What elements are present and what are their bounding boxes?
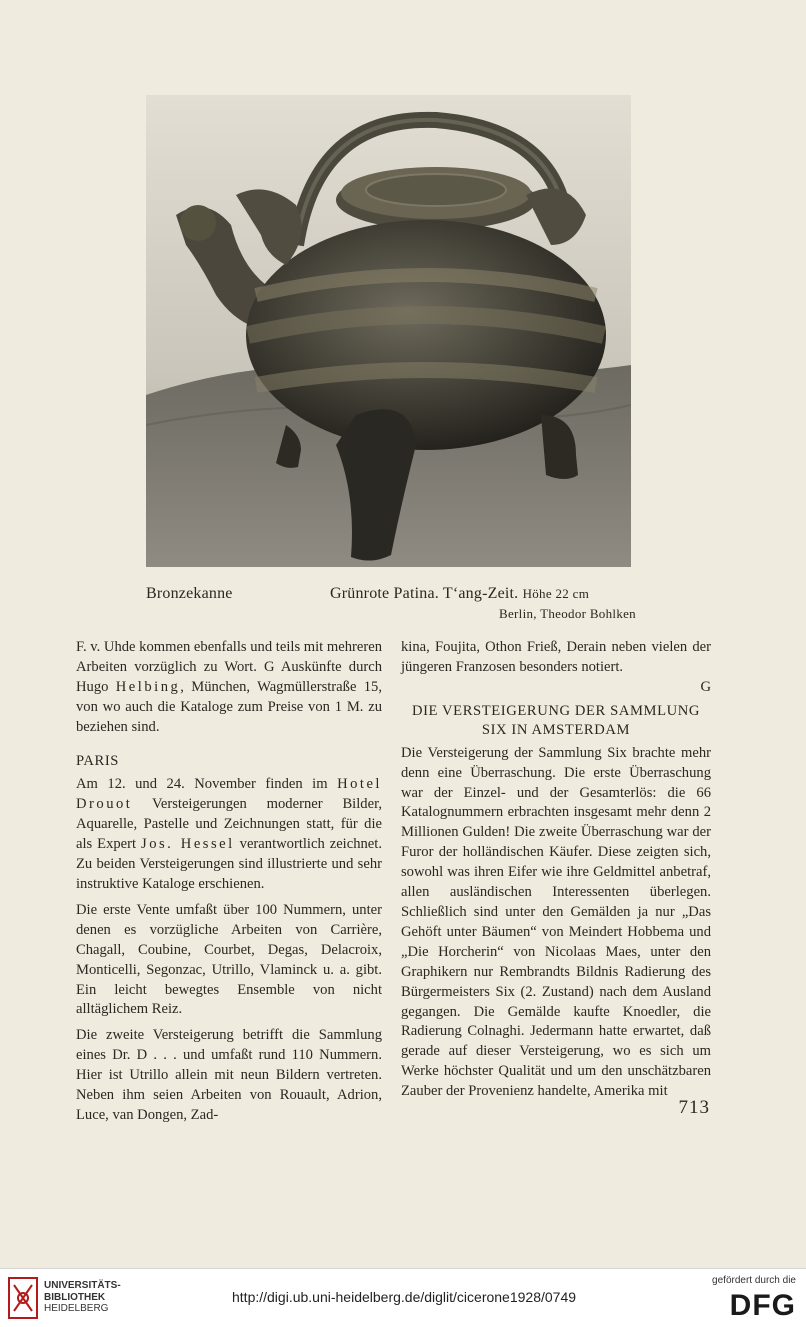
- paragraph: [76, 638, 382, 738]
- text-run-spaced: Helbing: [115, 678, 181, 695]
- signature: G: [700, 678, 711, 695]
- paragraph: Die erste Vente umfaßt über 100 Nummern, unter denen es vorzügliche Arbeiten von Carrière, Chagall, Coubine, Courbet, Degas, Delacroix, Monticelli, Segonzac, Utrillo, Vlaminck u. a. gibt. Ein leicht bewegtes Ensemble von nicht alltäglichem Reiz.: [76, 901, 382, 1018]
- funding-label: gefördert durch die: [712, 1275, 796, 1286]
- caption-main: Grünrote Patina. T‘ang-Zeit.: [330, 585, 519, 602]
- university-seal-icon: [8, 1277, 38, 1319]
- right-column: [401, 638, 711, 1102]
- section-heading-line1: DIE VERSTEIGERUNG DER SAMMLUNG: [411, 702, 701, 719]
- text-run-spaced: Hotel Drouot: [76, 776, 382, 813]
- caption-size: Höhe 22 cm: [522, 586, 590, 601]
- paragraph: kina, Foujita, Othon Frieß, Derain neben vielen der jüngeren Franzosen besonders notiert.: [401, 639, 711, 675]
- caption-description: [330, 585, 589, 603]
- page-number: 713: [678, 1097, 710, 1118]
- text-run: Versteigerungen moderner Bilder, Aquarelle, Pastelle und Zeichnungen statt, für die als Expert: [76, 796, 382, 853]
- paragraph: Die zweite Versteigerung betrifft die Sammlung eines Dr. D . . . und umfaßt rund 110 Nummern. Hier ist Utrillo allein mit neun Bildern vertreten. Neben ihm seien Arbeiten von Rouault, Adrion, Luce, van Dongen, Zad-: [76, 1027, 382, 1123]
- bronze-jug-photo: [146, 95, 631, 567]
- text-run: verantwortlich zeichnet. Zu beiden Versteigerungen sind illustrierte und sehr instruktive Kataloge erschienen.: [76, 836, 382, 892]
- text-run-spaced: Jos. Hessel: [141, 836, 235, 853]
- section-heading-paris: PARIS: [76, 752, 120, 769]
- caption-title: Bronzekanne: [146, 585, 233, 602]
- text-run: Am 12. und 24. November finden im: [76, 776, 338, 793]
- library-name-line: HEIDELBERG: [44, 1303, 109, 1314]
- caption-owner: Berlin, Theodor Bohlken: [498, 606, 636, 621]
- paragraph: [76, 775, 382, 894]
- text-run: F. v. Uhde kommen ebenfalls und teils mit mehreren Arbeiten vorzüglich zu Wort. G Auskünfte durch Hugo: [76, 639, 382, 695]
- text-run: , München, Wagmüllerstraße 15, von wo auch die Kataloge zum Preise von 1 M. zu beziehen sind.: [76, 678, 382, 735]
- library-name: [44, 1280, 121, 1315]
- library-name-line: BIBLIOTHEK: [44, 1291, 106, 1303]
- library-name-line: UNIVERSITÄTS-: [44, 1280, 121, 1291]
- left-column: [76, 638, 382, 1126]
- dfg-logo: DFG: [729, 1289, 796, 1322]
- paragraph: Die Versteigerung der Sammlung Six brachte mehr denn eine Überraschung. Die erste Überraschung war der Einzel- und der Gesamterlös: die 66 Katalognummern erbrachten insgesamt mehr denn 2 Millionen Gulden! Die zweite Überraschung war der Furor der holländischen Käufer. Diese zeigten sich, sowohl was ihren Eifer wie ihre Geldmittel anbetraf, allen ausländischen Interessenten überlegen. Schließlich sind unter den Gemälden ja nur „Das Gehöft unter Bäumen“ von Meindert Hobbema und „Die Horcherin“ von Nicolaas Maes, unter den Graphikern nur Rembrandts Bildnis Radierung des Bürgermeisters Six (2. Zustand) nach dem Ausland gegangen. Die Gemälde kaufte Knoedler, die Radierung Colnaghi. Jedermann hatte erwartet, daß gerade auf dieser Versteigerung, wo es sich um Werke höchster Qualität und um den unschätzbaren Zauber der Provenienz handelte, Amerika mit: [401, 744, 711, 1100]
- section-heading-line2: SIX IN AMSTERDAM: [481, 721, 631, 738]
- footer-bar: [0, 1268, 806, 1327]
- permalink-url[interactable]: http://digi.ub.uni-heidelberg.de/diglit/cicerone1928/0749: [232, 1289, 577, 1305]
